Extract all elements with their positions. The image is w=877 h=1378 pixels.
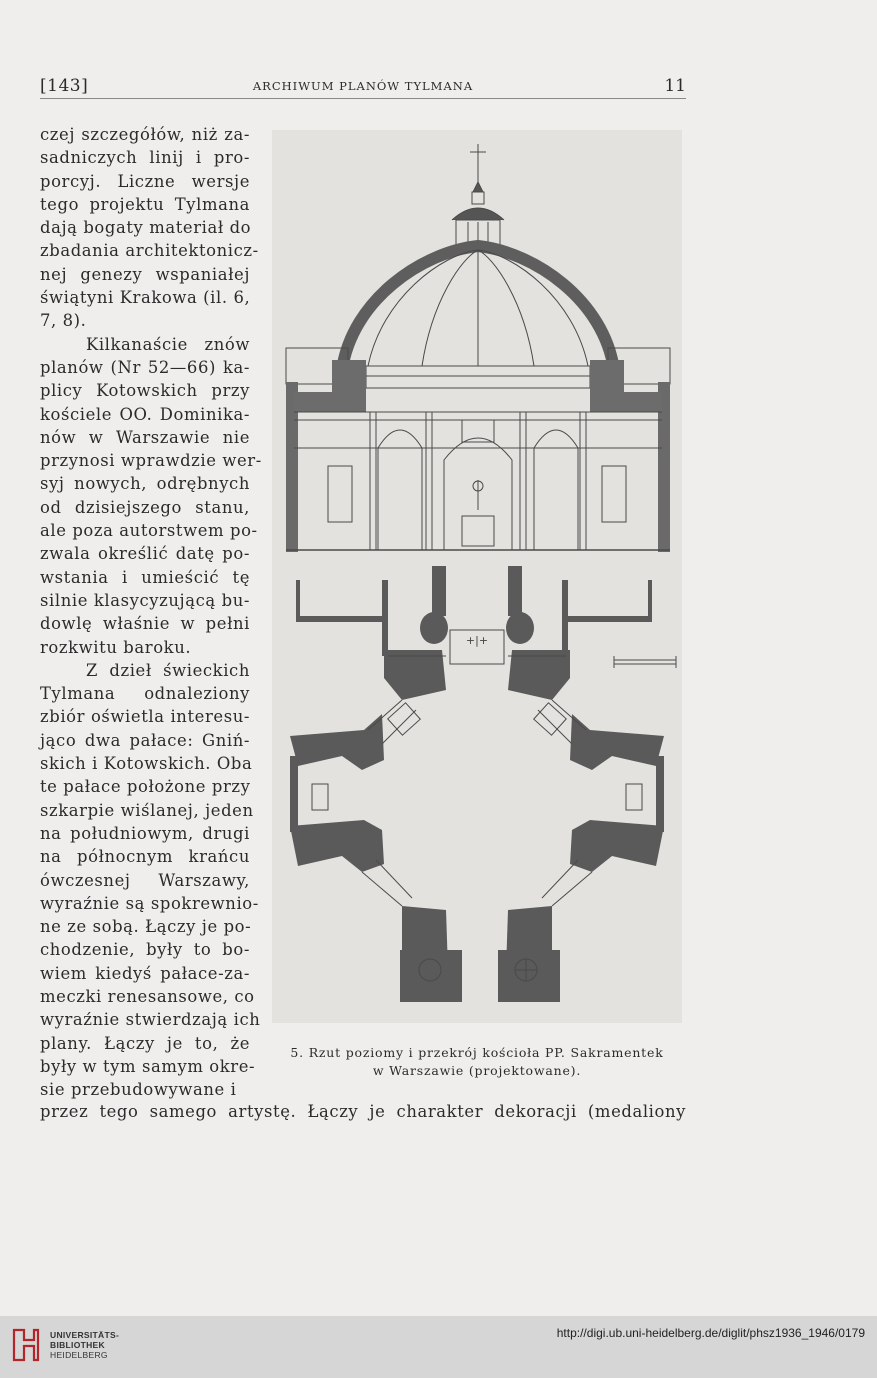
- text-line: czej szczegółów, niż za-: [40, 125, 250, 144]
- text-line: plany. Łączy je to, że: [40, 1033, 250, 1053]
- text-line: były w tym samym okre-: [40, 1056, 256, 1076]
- text-line: na południowym, drugi: [40, 823, 250, 843]
- text-line: Z dzieł świeckich: [86, 660, 250, 680]
- text-line: wstania i umieścić tę: [40, 567, 250, 587]
- architectural-figure: [272, 130, 682, 1023]
- library-name-line-1: UNIVERSITÄTS-: [50, 1330, 120, 1340]
- text-line: silnie klasycyzującą bu-: [40, 590, 250, 610]
- text-line: szkarpie wiślanej, jeden: [40, 800, 254, 820]
- text-line: plicy Kotowskich przy: [40, 381, 250, 401]
- text-line: nów w Warszawie nie: [40, 427, 250, 447]
- text-line: od dzisiejszego stanu,: [40, 497, 250, 517]
- text-line: sie przebudowywane i: [40, 1080, 237, 1100]
- text-line: 7, 8).: [40, 311, 87, 331]
- text-line: zwala określić datę po-: [40, 544, 250, 564]
- text-line: wyraźnie są spokrewnio-: [40, 893, 259, 913]
- text-line: świątyni Krakowa (il. 6,: [40, 288, 251, 308]
- text-line: ne ze sobą. Łączy je po-: [40, 917, 252, 937]
- permalink-url[interactable]: http://digi.ub.uni-heidelberg.de/diglit/phsz1936_1946/0179: [556, 1326, 865, 1340]
- svg-text:+|+: +|+: [465, 634, 489, 647]
- text-line: tego projektu Tylmana: [40, 194, 250, 214]
- library-name-line-2: BIBLIOTHEK: [50, 1340, 105, 1350]
- text-line: ale poza autorstwem po-: [40, 521, 258, 541]
- library-name-line-3: HEIDELBERG: [50, 1350, 108, 1360]
- heidelberg-library-logo-icon[interactable]: [10, 1324, 42, 1366]
- text-line: nej genezy wspaniałej: [40, 264, 250, 284]
- text-line: Kilkanaście znów: [86, 334, 250, 354]
- caption-line-1: 5. Rzut poziomy i przekrój kościoła PP. Sakramentek: [290, 1045, 664, 1060]
- page-bracket-number: [143]: [40, 76, 89, 96]
- library-footer-bar: [0, 1316, 877, 1378]
- text-line: zbiór oświetla interesu-: [40, 707, 250, 727]
- text-line: kościele OO. Dominika-: [40, 404, 250, 424]
- text-line: dają bogaty materiał do: [40, 218, 252, 238]
- text-line: wiem kiedyś pałace-za-: [40, 963, 250, 983]
- caption-line-2: w Warszawie (projektowane).: [372, 1063, 582, 1078]
- library-name[interactable]: [50, 1330, 119, 1360]
- running-title: ARCHIWUM PLANÓW TYLMANA: [252, 79, 474, 93]
- body-text-column: [40, 123, 262, 1101]
- text-line: zbadania architektonicz-: [40, 241, 259, 261]
- text-line: skich i Kotowskich. Oba: [40, 754, 253, 774]
- text-line: przynosi wprawdzie wer-: [40, 451, 262, 471]
- text-line: rozkwitu baroku.: [40, 637, 192, 657]
- text-line: chodzenie, były to bo-: [40, 940, 250, 960]
- text-line: na północnym krańcu: [40, 847, 250, 867]
- text-line: jąco dwa pałace: Gniń-: [40, 730, 250, 750]
- figure-caption: [272, 1044, 682, 1080]
- body-text-full-line: przez tego samego artystę. Łączy je charakter dekoracji (medaliony: [40, 1102, 686, 1121]
- text-line: te pałace położone przy: [40, 777, 251, 797]
- text-line: planów (Nr 52—66) ka-: [40, 357, 250, 377]
- page-number: 11: [664, 76, 686, 96]
- text-line: meczki renesansowe, co: [40, 986, 255, 1006]
- running-header: [40, 74, 686, 99]
- text-line: ówczesnej Warszawy,: [40, 870, 250, 890]
- text-line: Tylmana odnaleziony: [40, 684, 250, 704]
- text-line: syj nowych, odrębnych: [40, 474, 250, 494]
- text-line: dowlę właśnie w pełni: [40, 614, 250, 634]
- text-line: sadniczych linij i pro-: [40, 148, 250, 168]
- text-line: porcyj. Liczne wersje: [40, 171, 250, 191]
- church-plan-and-section-drawing: [272, 130, 682, 1023]
- text-line: wyraźnie stwierdzają ich: [40, 1010, 261, 1030]
